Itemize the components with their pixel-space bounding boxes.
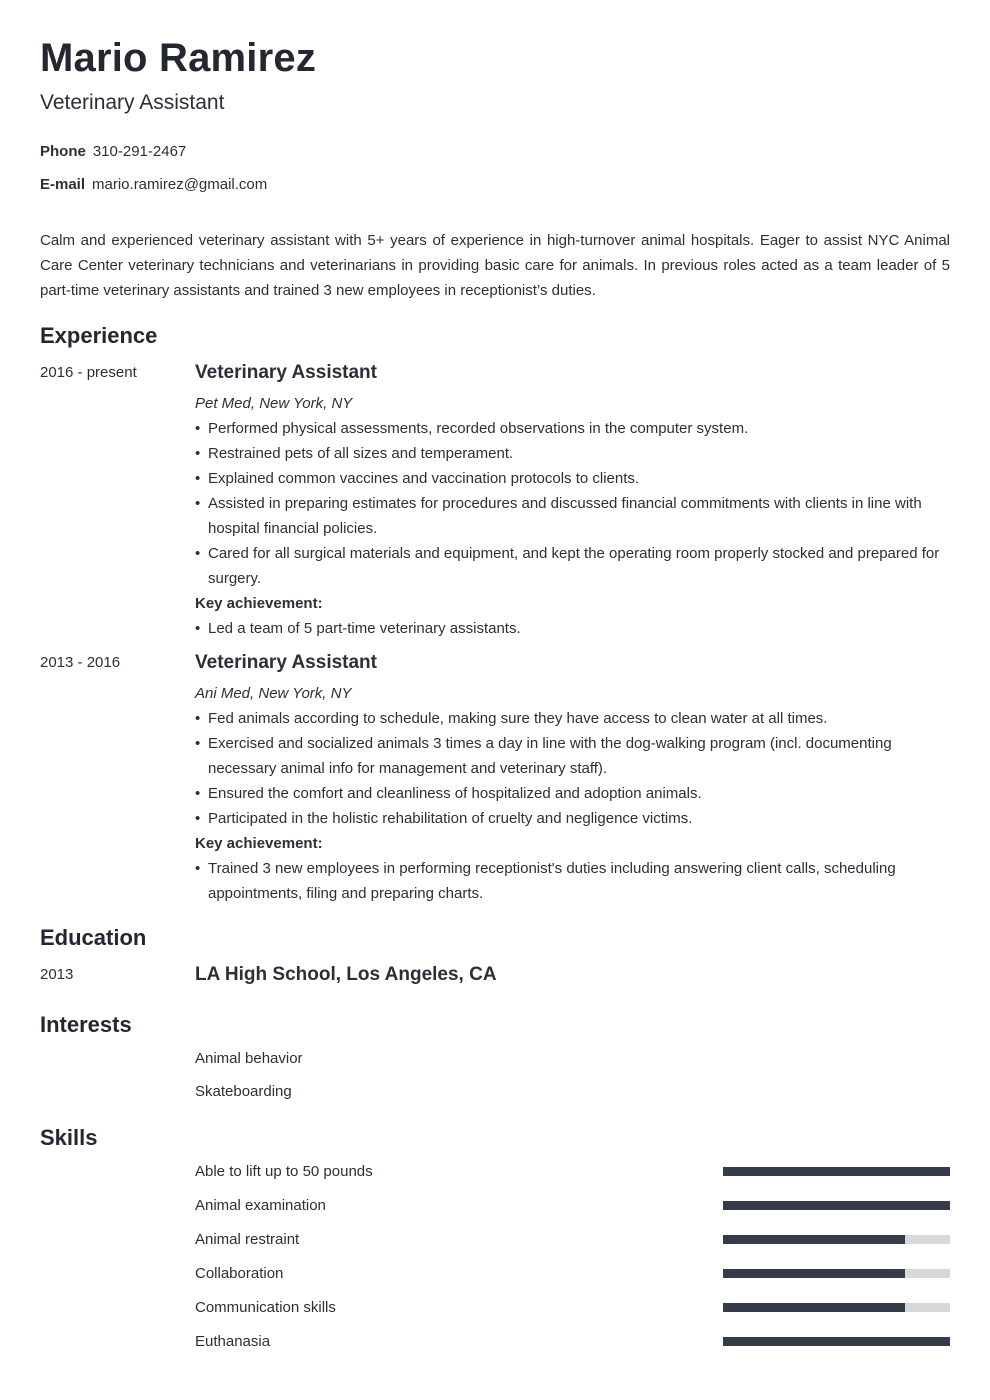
skill-level-fill xyxy=(723,1269,905,1278)
key-achievement-label: Key achievement: xyxy=(195,595,323,612)
list-item: • Restrained pets of all sizes and temperament. xyxy=(195,445,514,462)
job-entry xyxy=(195,362,950,641)
skill-level-bar xyxy=(723,1167,950,1176)
skill-label: Able to lift up to 50 pounds xyxy=(195,1163,373,1180)
skills-heading: Skills xyxy=(40,1125,98,1150)
job-company: Ani Med, New York, NY xyxy=(195,685,352,702)
list-item: • Assisted in preparing estimates for procedures and discussed financial commitments with clients in line with hospital financial policies. xyxy=(195,495,922,537)
skill-level-bar xyxy=(723,1269,950,1278)
job-entry xyxy=(195,652,950,906)
list-item: • Performed physical assessments, recorded observations in the computer system. xyxy=(195,420,749,437)
skill-level-bar xyxy=(723,1337,950,1346)
list-item: • Cared for all surgical materials and equipment, and kept the operating room properly stocked and prepared for surgery. xyxy=(195,545,940,587)
skill-level-fill xyxy=(723,1337,950,1346)
skill-label: Collaboration xyxy=(195,1265,284,1282)
skill-level-fill xyxy=(723,1235,905,1244)
skill-level-bar xyxy=(723,1235,950,1244)
list-item: • Led a team of 5 part-time veterinary assistants. xyxy=(195,620,521,637)
list-item: • Explained common vaccines and vaccination protocols to clients. xyxy=(195,470,640,487)
skill-label: Communication skills xyxy=(195,1299,336,1316)
job-title: Veterinary Assistant xyxy=(195,362,377,383)
candidate-name: Mario Ramirez xyxy=(40,36,317,80)
job-company: Pet Med, New York, NY xyxy=(195,395,353,412)
achievement-bullets xyxy=(195,616,950,641)
skill-label: Euthanasia xyxy=(195,1333,271,1350)
phone-label: Phone xyxy=(40,143,86,160)
skill-level-fill xyxy=(723,1201,950,1210)
job-bullets xyxy=(195,706,950,831)
interests-heading: Interests xyxy=(40,1012,132,1037)
email-label: E-mail xyxy=(40,176,86,193)
list-item: • Exercised and socialized animals 3 times a day in line with the dog-walking program (incl. documenting necessary animal info for management and veterinary staff). xyxy=(195,735,892,777)
skill-label: Animal restraint xyxy=(195,1231,300,1248)
achievement-bullets xyxy=(195,856,950,906)
job-date: 2013 - 2016 xyxy=(40,654,121,671)
summary-paragraph: Calm and experienced veterinary assistant with 5+ years of experience in high-turnover animal hospitals. Eager to assist NYC Animal Care Center veterinary technicians and veterinarians in providing basic care for animals. In previous roles acted as a team leader of 5 part-time veterinary assistants and trained 3 new employees in receptionist’s duties. xyxy=(40,232,950,299)
skill-level-bar xyxy=(723,1303,950,1312)
skill-label: Animal examination xyxy=(195,1197,326,1214)
job-bullets xyxy=(195,416,950,591)
skill-level-fill xyxy=(723,1303,905,1312)
list-item: • Fed animals according to schedule, making sure they have access to clean water at all times. xyxy=(195,710,828,727)
list-item: • Participated in the holistic rehabilitation of cruelty and negligence victims. xyxy=(195,810,693,827)
job-date: 2016 - present xyxy=(40,364,137,381)
skill-level-fill xyxy=(723,1167,950,1176)
list-item: • Ensured the comfort and cleanliness of hospitalized and adoption animals. xyxy=(195,785,702,802)
candidate-title: Veterinary Assistant xyxy=(40,91,225,114)
interest-item: Animal behavior xyxy=(195,1050,303,1067)
skill-level-bar xyxy=(723,1201,950,1210)
job-title: Veterinary Assistant xyxy=(195,652,377,673)
key-achievement-label: Key achievement: xyxy=(195,835,323,852)
interest-item: Skateboarding xyxy=(195,1083,292,1100)
contact-phone xyxy=(40,143,186,160)
contact-email xyxy=(40,176,267,193)
email-value: mario.ramirez@gmail.com xyxy=(92,176,268,193)
education-date: 2013 xyxy=(40,966,74,983)
experience-heading: Experience xyxy=(40,323,158,348)
education-heading: Education xyxy=(40,925,147,950)
list-item: • Trained 3 new employees in performing receptionist's duties including answering client calls, scheduling appointments, filing and preparing charts. xyxy=(195,860,896,902)
phone-value: 310-291-2467 xyxy=(92,143,187,160)
education-school: LA High School, Los Angeles, CA xyxy=(195,964,497,985)
